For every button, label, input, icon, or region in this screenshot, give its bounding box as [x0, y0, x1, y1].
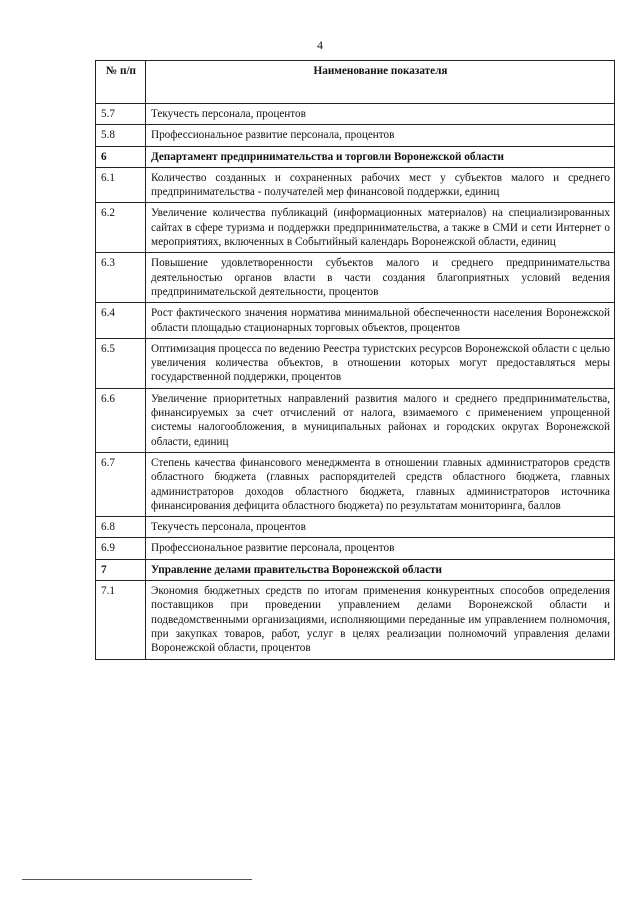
column-header-number: № п/п — [96, 61, 146, 104]
row-number: 6.5 — [96, 338, 146, 388]
table-row — [96, 452, 615, 516]
footer-rule — [22, 879, 252, 880]
indicator-name: Рост фактического значения норматива минимальной обеспеченности населения Воронежской области площадью стационарных торговых объектов, процентов — [146, 303, 615, 339]
table-row — [96, 388, 615, 452]
row-number: 6.9 — [96, 538, 146, 559]
column-header-name: Наименование показателя — [146, 61, 615, 104]
row-number: 6.7 — [96, 452, 146, 516]
table-row — [96, 104, 615, 125]
row-number: 6.1 — [96, 167, 146, 203]
row-number: 5.7 — [96, 104, 146, 125]
indicator-name: Текучесть персонала, процентов — [146, 104, 615, 125]
indicator-name: Профессиональное развитие персонала, процентов — [146, 125, 615, 146]
row-number: 6.2 — [96, 203, 146, 253]
section-row — [96, 559, 615, 580]
row-number: 7.1 — [96, 581, 146, 659]
row-number: 6.6 — [96, 388, 146, 452]
table-row — [96, 203, 615, 253]
indicator-name: Текучесть персонала, процентов — [146, 517, 615, 538]
indicator-name: Увеличение приоритетных направлений развития малого и среднего предпринимательства, финансируемых за счет отчислений от налога, взимаемого с применением упрощенной системы налогообложения, в муниципальных районах и городских округах Воронежской области, единиц — [146, 388, 615, 452]
row-number: 6.3 — [96, 253, 146, 303]
indicator-name: Оптимизация процесса по ведению Реестра туристских ресурсов Воронежской области с целью увеличения количества объектов, в отношении которых могут предоставляться меры государственной поддержки, процентов — [146, 338, 615, 388]
table-row — [96, 303, 615, 339]
indicator-name: Экономия бюджетных средств по итогам применения конкурентных способов определения поставщиков при проведении управлением делами Воронежской области и подведомственными организациями, исполняющими переданные им управлением полномочия, при закупках товаров, работ, услуг в целях реализации полномочий управления делами Воронежской области, процентов — [146, 581, 615, 659]
section-row — [96, 146, 615, 167]
section-title: Департамент предпринимательства и торговли Воронежской области — [146, 146, 615, 167]
row-number: 6 — [96, 146, 146, 167]
table-row — [96, 167, 615, 203]
indicator-name: Количество созданных и сохраненных рабочих мест у субъектов малого и среднего предпринимательства - получателей мер финансовой поддержки, единиц — [146, 167, 615, 203]
indicator-name: Степень качества финансового менеджмента в отношении главных администраторов средств областного бюджета (главных распорядителей средств областного бюджета, главных администраторов доходов областного бюджета, главных администраторов источника финансирования дефицита областного бюджета) по результатам мониторинга, баллов — [146, 452, 615, 516]
table-row — [96, 125, 615, 146]
section-title: Управление делами правительства Воронежской области — [146, 559, 615, 580]
row-number: 6.8 — [96, 517, 146, 538]
table-body — [96, 104, 615, 660]
indicator-name: Повышение удовлетворенности субъектов малого и среднего предпринимательства деятельностью органов власти в части создания благоприятных условий ведения предпринимательской деятельности, процентов — [146, 253, 615, 303]
page-number: 4 — [317, 38, 323, 52]
table-row — [96, 338, 615, 388]
indicator-name: Увеличение количества публикаций (информационных материалов) на специализированных сайтах в сфере туризма и поддержки предпринимательства, а также в СМИ и сети Интернет о мероприятиях, включенных в Событийный календарь Воронежской области, единиц — [146, 203, 615, 253]
table-row — [96, 517, 615, 538]
table-row — [96, 253, 615, 303]
table-row — [96, 581, 615, 659]
row-number: 5.8 — [96, 125, 146, 146]
table-header-row — [96, 61, 615, 104]
table-row — [96, 538, 615, 559]
row-number: 7 — [96, 559, 146, 580]
indicator-name: Профессиональное развитие персонала, процентов — [146, 538, 615, 559]
indicators-table — [95, 60, 615, 660]
row-number: 6.4 — [96, 303, 146, 339]
